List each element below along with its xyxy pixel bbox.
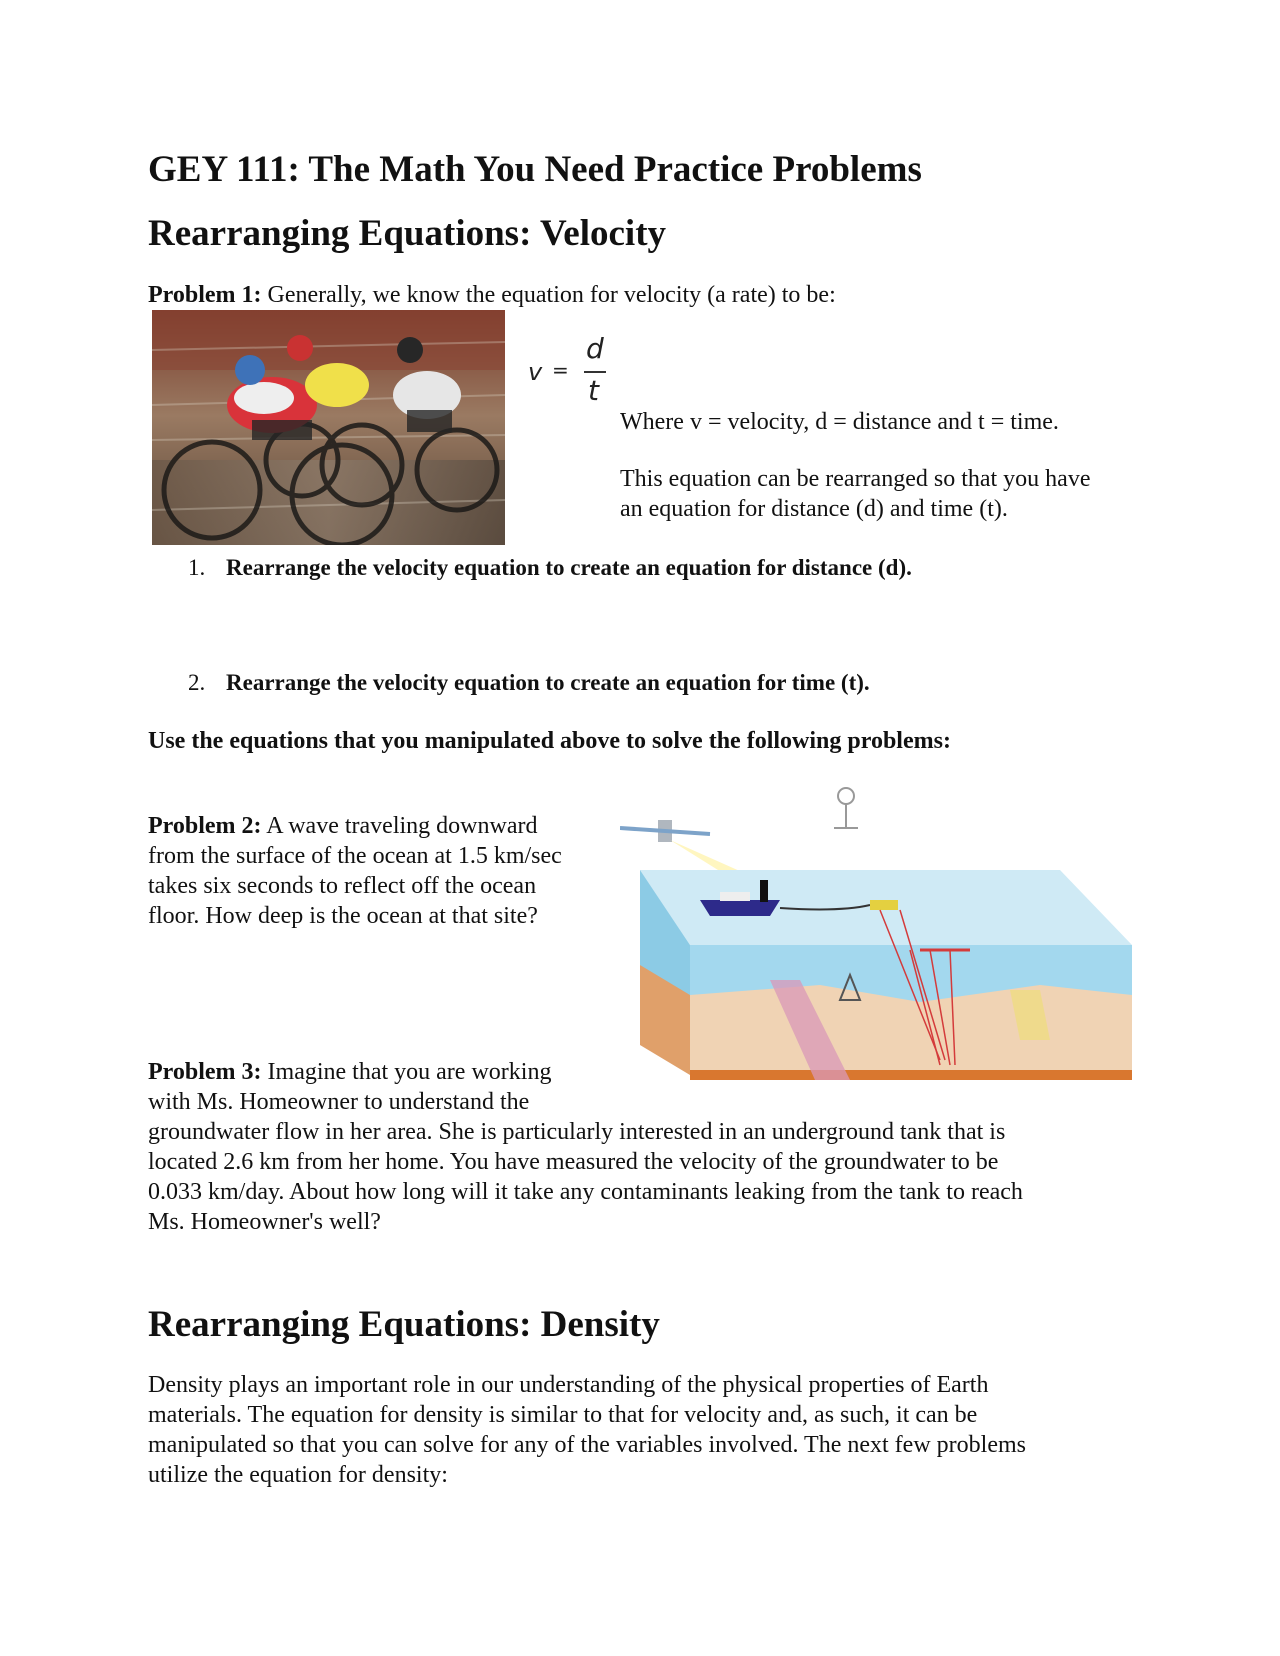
density-line: utilize the equation for density:	[148, 1462, 448, 1488]
formula-v: v	[528, 358, 543, 386]
problem2-line: takes six seconds to reflect off the ocean	[148, 873, 537, 899]
question-number: 2.	[188, 670, 206, 695]
ocean-survey-diagram	[620, 780, 1132, 1100]
density-line: manipulated so that you can solve for any of the variables involved. The next few problems	[148, 1432, 1026, 1458]
variables-definition: Where v = velocity, d = distance and t = time.	[620, 409, 1059, 435]
formula-denominator: t	[588, 374, 599, 407]
problem1-text: Generally, we know the equation for velocity (a rate) to be:	[261, 282, 836, 308]
problem2-block	[148, 811, 588, 931]
problem3-line: Ms. Homeowner's well?	[148, 1209, 381, 1235]
problem3-line: with Ms. Homeowner to understand the	[148, 1089, 530, 1115]
problem1-intro	[148, 280, 836, 310]
question-text: Rearrange the velocity equation to create an equation for time (t).	[226, 670, 870, 695]
density-line: materials. The equation for density is similar to that for velocity and, as such, it can be	[148, 1402, 978, 1428]
question-item	[188, 555, 912, 581]
cyclists-photo	[152, 310, 505, 545]
density-section-heading: Rearranging Equations: Density	[148, 1304, 660, 1345]
problem1-label: Problem 1:	[148, 282, 262, 308]
problem2-line: floor. How deep is the ocean at that site?	[148, 903, 538, 929]
density-line: Density plays an important role in our understanding of the physical properties of Earth	[148, 1372, 989, 1398]
formula-equals: =	[552, 358, 569, 382]
velocity-section-heading: Rearranging Equations: Velocity	[148, 213, 667, 254]
problem2-label: Problem 2:	[148, 813, 262, 839]
rearrange-note-line1: This equation can be rearranged so that you have	[620, 466, 1091, 492]
problem3-block	[148, 1057, 1148, 1237]
rearrange-note-line2: an equation for distance (d) and time (t).	[620, 496, 1008, 522]
problem3-line: located 2.6 km from her home. You have measured the velocity of the groundwater to be	[148, 1149, 999, 1175]
use-instruction: Use the equations that you manipulated above to solve the following problems:	[148, 728, 951, 754]
problem2-line: from the surface of the ocean at 1.5 km/sec	[148, 843, 562, 869]
formula-fraction-bar	[584, 371, 606, 373]
problem3-label: Problem 3:	[148, 1059, 262, 1085]
formula-numerator: d	[586, 332, 604, 365]
problem2-line: A wave traveling downward	[261, 813, 538, 839]
problem3-line: 0.033 km/day. About how long will it take any contaminants leaking from the tank to reach	[148, 1179, 1023, 1205]
problem3-line: groundwater flow in her area. She is particularly interested in an underground tank that is	[148, 1119, 1006, 1145]
problem3-line: Imagine that you are working	[261, 1059, 552, 1085]
question-item	[188, 670, 870, 696]
question-text: Rearrange the velocity equation to create an equation for distance (d).	[226, 555, 912, 580]
density-paragraph	[148, 1370, 1148, 1490]
velocity-formula	[528, 334, 610, 408]
page-title: GEY 111: The Math You Need Practice Problems	[148, 149, 922, 190]
question-number: 1.	[188, 555, 206, 580]
